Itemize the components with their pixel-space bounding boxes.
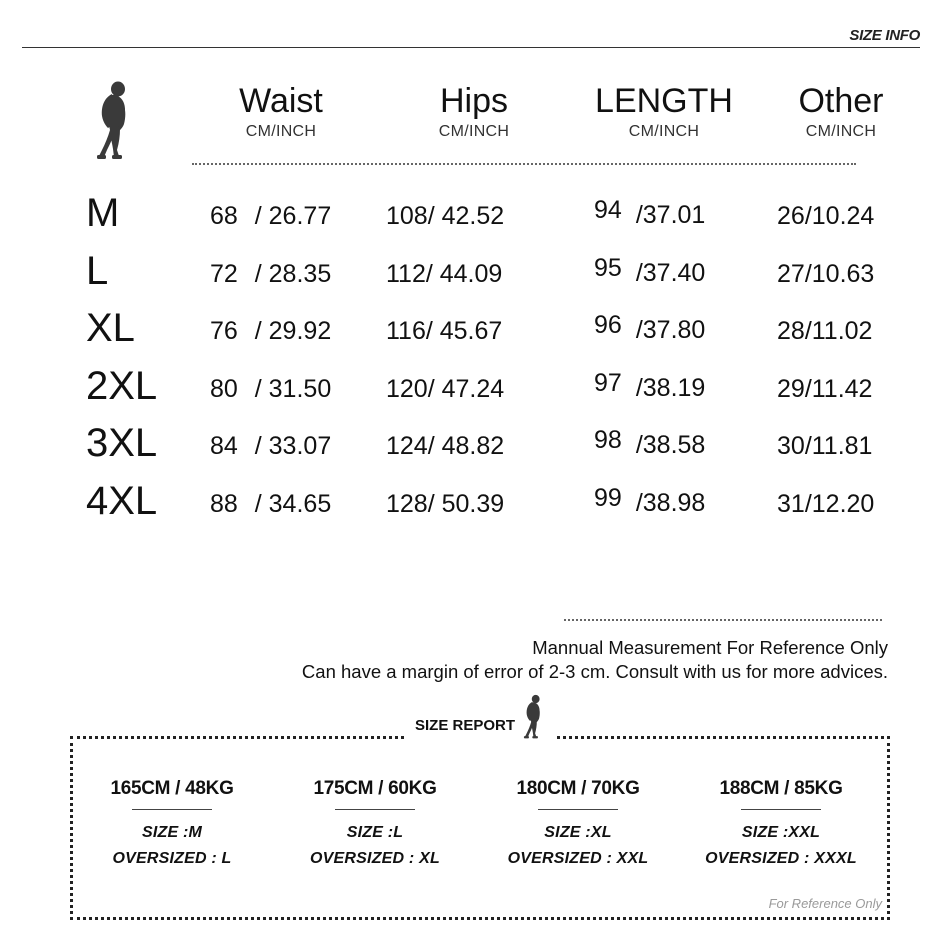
column-name: LENGTH [595,82,733,120]
column-header-waist [206,82,356,142]
cm-value: 76 [210,317,238,345]
inch-value: / 31.50 [254,375,332,403]
oversized-size: OVERSIZED : XXL [507,850,649,867]
size-label-l: L [86,249,109,293]
cm-value: 94 [594,196,622,224]
inch-value: /38.19 [635,374,706,402]
cell-hips [386,317,502,346]
cell-length [594,311,706,344]
cell-length [594,254,706,287]
inch-value: / 26.77 [254,202,332,230]
column-unit: CM/INCH [628,123,700,140]
profile-divider [335,809,415,810]
size-label-xl: XL [86,306,135,350]
inch-value: /37.80 [635,316,706,344]
cell-other [777,432,872,461]
cm-value: 96 [594,311,622,339]
cell-other [777,317,872,346]
recommended-size: SIZE :M [141,824,203,841]
inch-value: / 50.39 [427,490,505,518]
cm-value: 29 [777,375,805,403]
cm-value: 124 [386,432,428,460]
cm-value: 98 [594,426,622,454]
column-unit: CM/INCH [438,123,510,140]
cm-value: 128 [386,490,428,518]
recommended-size: SIZE :L [346,824,404,841]
height-weight: 175CM / 60KG [313,778,437,799]
size-report-header [405,690,557,742]
cm-value: 26 [777,202,805,230]
cell-hips [386,260,502,289]
cell-length [594,196,706,229]
cell-length [594,369,706,402]
size-report-profile-2 [275,778,475,872]
size-label-3xl: 3XL [86,421,158,465]
oversized-size: OVERSIZED : XL [310,850,440,867]
cell-length [594,426,706,459]
inch-value: / 48.82 [427,432,505,460]
cell-waist [210,202,331,231]
height-weight: 188CM / 85KG [719,778,843,799]
profile-divider [132,809,212,810]
inch-value: / 34.65 [254,490,332,518]
cell-waist [210,260,331,289]
cell-waist [210,490,331,519]
cm-value: 84 [210,432,238,460]
cell-waist [210,432,331,461]
cell-hips [386,375,504,404]
size-report-title: SIZE REPORT [415,717,516,734]
cell-waist [210,375,331,404]
reference-only-footnote: For Reference Only [768,896,882,911]
cm-value: 99 [594,484,622,512]
recommended-size: SIZE :XL [544,824,612,841]
cm-value: 27 [777,260,805,288]
profile-divider [741,809,821,810]
cell-other [777,375,872,404]
oversized-size: OVERSIZED : L [112,850,232,867]
inch-value: / 29.92 [254,317,332,345]
inch-value: /10.63 [804,260,875,288]
cell-other [777,490,874,519]
column-header-hips [399,82,549,142]
cm-value: 31 [777,490,805,518]
height-weight: 165CM / 48KG [110,778,234,799]
cell-hips [386,432,504,461]
size-report-profile-3 [478,778,678,872]
size-label-m: M [86,191,120,235]
notes-dotted-divider [564,619,882,621]
inch-value: /37.40 [635,259,706,287]
cell-waist [210,317,331,346]
size-report-profile-4 [681,778,881,872]
cm-value: 88 [210,490,238,518]
cell-other [777,202,874,231]
ape-figure-icon [92,80,138,162]
cm-value: 116 [386,317,426,345]
height-weight: 180CM / 70KG [516,778,640,799]
column-unit: CM/INCH [805,123,877,140]
oversized-size: OVERSIZED : XXXL [705,850,857,867]
inch-value: / 42.52 [427,202,505,230]
cm-value: 112 [386,260,426,288]
inch-value: /38.98 [635,489,706,517]
inch-value: / 28.35 [254,260,332,288]
cell-length [594,484,706,517]
inch-value: /11.81 [804,432,873,460]
cm-value: 80 [210,375,238,403]
inch-value: / 44.09 [425,260,503,288]
inch-value: /38.58 [635,431,706,459]
column-unit: CM/INCH [245,123,317,140]
cell-hips [386,202,504,231]
recommended-size: SIZE :XXL [741,824,821,841]
cm-value: 30 [777,432,805,460]
inch-value: /11.02 [804,317,873,345]
ape-figure-icon [521,694,547,740]
inch-value: / 47.24 [427,375,505,403]
cm-value: 72 [210,260,238,288]
column-name: Hips [439,82,509,120]
cm-value: 95 [594,254,622,282]
column-header-length [589,82,739,142]
inch-value: /10.24 [804,202,875,230]
size-label-4xl: 4XL [86,479,158,523]
size-label-2xl: 2XL [86,364,158,408]
margin-of-error-note: Can have a margin of error of 2-3 cm. Consult with us for more advices. [301,661,888,682]
column-name: Waist [239,82,323,120]
cm-value: 28 [777,317,805,345]
cm-value: 68 [210,202,238,230]
header-dotted-divider [192,163,856,165]
cm-value: 120 [386,375,428,403]
cm-value: 97 [594,369,622,397]
size-report-profile-1 [72,778,272,872]
inch-value: / 33.07 [254,432,332,460]
column-header-other [766,82,916,142]
inch-value: / 45.67 [425,317,503,345]
inch-value: /12.20 [804,490,875,518]
measurement-note: Mannual Measurement For Reference Only [532,637,888,658]
size-info-title: SIZE INFO [849,27,920,44]
inch-value: /11.42 [804,375,873,403]
header-divider [22,47,920,48]
cm-value: 108 [386,202,428,230]
cell-other [777,260,874,289]
cell-hips [386,490,504,519]
inch-value: /37.01 [635,201,706,229]
profile-divider [538,809,618,810]
column-name: Other [798,82,884,120]
